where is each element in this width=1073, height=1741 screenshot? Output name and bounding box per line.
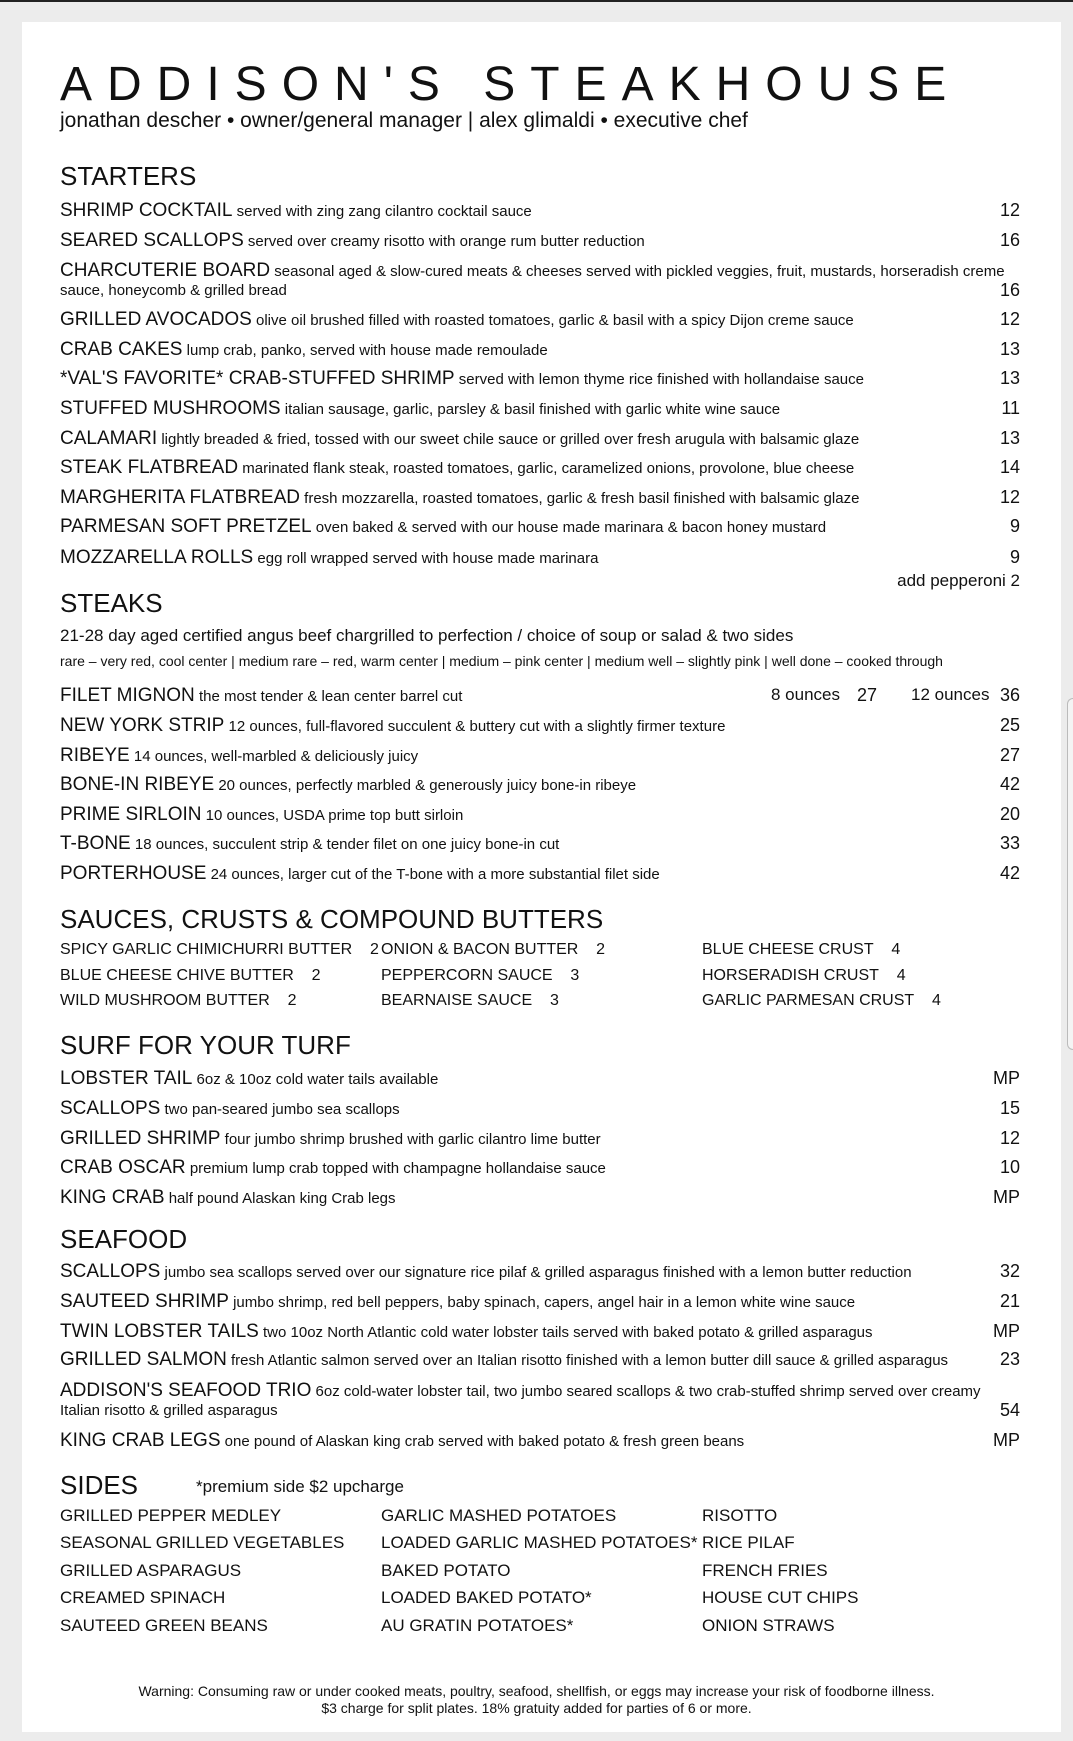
menu-item: *VAL'S FAVORITE* CRAB-STUFFED SHRIMP served with lemon thyme rice finished with hollandaise sauce 13 [60,368,1020,389]
menu-item: STUFFED MUSHROOMS italian sausage, garlic, parsley & basil finished with garlic white wine sauce 11 [60,398,1020,419]
menu-item: SCALLOPS two pan-seared jumbo sea scallops 15 [60,1098,1020,1119]
menu-item: KING CRAB half pound Alaskan king Crab legs MP [60,1187,1020,1208]
menu-item: NEW YORK STRIP 12 ounces, full-flavored succulent & buttery cut with a slightly firmer texture 25 [60,715,1020,736]
side-item: FRENCH FRIES [702,1561,828,1580]
side-item: RICE PILAF [702,1533,795,1552]
temperature-guide: rare – very red, cool center | medium rare – red, warm center | medium – pink center | medium well – slightly pink | well done – cooked through [60,653,943,669]
staff-subtitle: jonathan descher • owner/general manager | alex glimaldi • executive chef [60,109,748,132]
footer-warning: Warning: Consuming raw or under cooked meats, poultry, seafood, shellfish, or eggs may increase your risk of foodborne illness. [138,1683,935,1699]
side-item: CREAMED SPINACH [60,1588,226,1607]
side-item: ONION STRAWS [702,1616,835,1635]
surf-heading: SURF FOR YOUR TURF [60,1030,351,1060]
side-item: HOUSE CUT CHIPS [702,1588,859,1607]
menu-item: SCALLOPS jumbo sea scallops served over our signature rice pilaf & grilled asparagus finished with a lemon butter reduction 32 [60,1261,1020,1282]
side-item: GRILLED ASPARAGUS [60,1561,242,1580]
addon-note: add pepperoni 2 [897,571,1020,590]
menu-item: TWIN LOBSTER TAILS two 10oz North Atlantic cold water lobster tails served with baked potato & grilled asparagus MP [60,1321,1020,1342]
menu-item-price: 16 [999,280,1020,300]
menu-item: SHRIMP COCKTAIL served with zing zang cilantro cocktail sauce 12 [60,200,1020,221]
sauce-item: WILD MUSHROOM BUTTER 2 [60,992,297,1009]
menu-item: PARMESAN SOFT PRETZEL oven baked & served with our house made marinara & bacon honey mustard 9 [60,516,1020,537]
filet-price-8: 27 [857,685,878,705]
menu-item: SAUTEED SHRIMP jumbo shrimp, red bell peppers, baby spinach, capers, angel hair in a lemon white wine sauce 21 [60,1291,1020,1312]
sauces-heading: SAUCES, CRUSTS & COMPOUND BUTTERS [60,904,604,934]
side-item: GARLIC MASHED POTATOES [381,1506,617,1525]
side-item: RISOTTO [702,1506,778,1525]
menu-item: GRILLED AVOCADOS olive oil brushed filled with roasted tomatoes, garlic & basil with a spicy Dijon creme sauce 12 [60,309,1020,330]
menu-item-price: 54 [999,1400,1020,1420]
menu-item: RIBEYE 14 ounces, well-marbled & deliciously juicy 27 [60,745,1020,766]
sauce-item: BLUE CHEESE CRUST 4 [702,941,901,958]
side-item: LOADED BAKED POTATO* [381,1588,592,1607]
filet-price-12: 36 [999,685,1020,705]
menu-item: ADDISON'S SEAFOOD TRIO 6oz cold-water lobster tail, two jumbo seared scallops & two crab-stuffed shrimp served over creamy [60,1380,981,1401]
side-item: GRILLED PEPPER MEDLEY [60,1506,282,1525]
steaks-intro: 21-28 day aged certified angus beef chargrilled to perfection / choice of soup or salad & two sides [60,626,794,645]
menu-item: GRILLED SHRIMP four jumbo shrimp brushed with garlic cilantro lime butter 12 [60,1128,1020,1149]
sauce-item: ONION & BACON BUTTER 2 [381,941,606,958]
top-border [0,0,1073,2]
sides-heading: SIDES [60,1470,139,1500]
sauce-item: GARLIC PARMESAN CRUST 4 [702,992,941,1009]
sauce-item: BEARNAISE SAUCE 3 [381,992,559,1009]
starters-heading: STARTERS [60,161,197,191]
menu-item: FILET MIGNON the most tender & lean center barrel cut 8 ounces 27 12 ounces 36 [60,685,1020,706]
menu-item: MOZZARELLA ROLLS egg roll wrapped served with house made marinara 9 [60,547,1020,568]
menu-item: PRIME SIRLOIN 10 ounces, USDA prime top butt sirloin 20 [60,804,1020,825]
steaks-heading: STEAKS [60,588,163,618]
menu-item: MARGHERITA FLATBREAD fresh mozzarella, roasted tomatoes, garlic & fresh basil finished with balsamic glaze 12 [60,487,1020,508]
sauce-item: BLUE CHEESE CHIVE BUTTER 2 [60,967,321,984]
menu-item: CHARCUTERIE BOARD seasonal aged & slow-cured meats & cheeses served with pickled veggies, fruit, mustards, horseradish creme [60,260,1005,281]
menu-item: BONE-IN RIBEYE 20 ounces, perfectly marbled & generously juicy bone-in ribeye 42 [60,774,1020,795]
menu-item: CRAB CAKES lump crab, panko, served with house made remoulade 13 [60,339,1020,360]
sauce-item: SPICY GARLIC CHIMICHURRI BUTTER 2 [60,941,379,958]
footer-disclaimer [0,1683,1073,1717]
footer-policy: $3 charge for split plates. 18% gratuity added for parties of 6 or more. [321,1700,752,1716]
menu-item-desc-cont: sauce, honeycomb & grilled bread [60,282,287,299]
menu-item: KING CRAB LEGS one pound of Alaskan king crab served with baked potato & fresh green beans MP [60,1430,1020,1451]
sauce-item: HORSERADISH CRUST 4 [702,967,906,984]
sauce-item: PEPPERCORN SAUCE 3 [381,967,580,984]
sides-note: *premium side $2 upcharge [196,1477,404,1496]
seafood-heading: SEAFOOD [60,1224,188,1254]
side-item: LOADED GARLIC MASHED POTATOES* [381,1533,698,1552]
menu-item: T-BONE 18 ounces, succulent strip & tender filet on one juicy bone-in cut 33 [60,833,1020,854]
restaurant-title: ADDISON'S STEAKHOUSE [60,58,962,111]
menu-item-desc-cont: Italian risotto & grilled asparagus [60,1402,278,1419]
filet-size-8: 8 ounces [771,685,840,704]
filet-size-12: 12 ounces [911,685,990,704]
menu-item: LOBSTER TAIL 6oz & 10oz cold water tails available MP [60,1068,1020,1089]
menu-item: PORTERHOUSE 24 ounces, larger cut of the T-bone with a more substantial filet side 42 [60,863,1020,884]
side-item: BAKED POTATO [381,1561,511,1580]
side-item: SAUTEED GREEN BEANS [60,1616,268,1635]
menu-item: SEARED SCALLOPS served over creamy risotto with orange rum butter reduction 16 [60,230,1020,251]
side-item: AU GRATIN POTATOES* [381,1616,574,1635]
side-item: SEASONAL GRILLED VEGETABLES [60,1533,345,1552]
menu-item: CRAB OSCAR premium lump crab topped with champagne hollandaise sauce 10 [60,1157,1020,1178]
scrollbar[interactable] [1067,698,1073,1050]
menu-item: CALAMARI lightly breaded & fried, tossed with our sweet chile sauce or grilled over fresh arugula with balsamic glaze 13 [60,428,1020,449]
menu-item: GRILLED SALMON fresh Atlantic salmon served over an Italian risotto finished with a lemon butter dill sauce & grilled asparagus 23 [60,1349,1020,1370]
menu-item: STEAK FLATBREAD marinated flank steak, roasted tomatoes, garlic, caramelized onions, provolone, blue cheese 14 [60,457,1020,478]
